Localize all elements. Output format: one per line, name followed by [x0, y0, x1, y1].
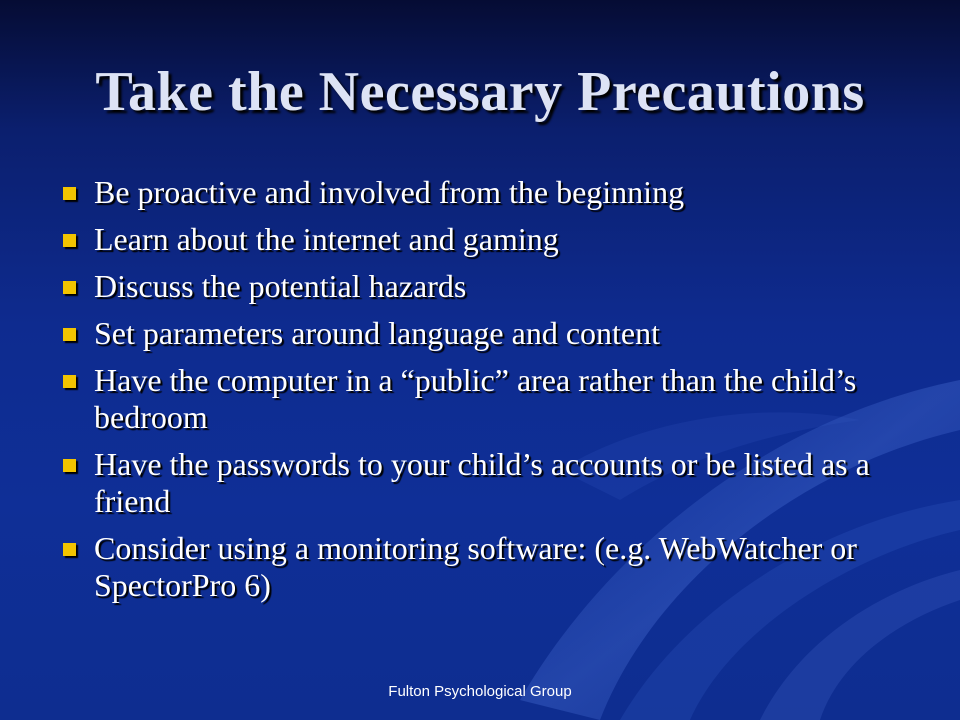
slide-title: Take the Necessary Precautions	[95, 61, 865, 123]
bullet-text: Discuss the potential hazards	[94, 268, 467, 304]
square-bullet-icon	[63, 187, 76, 200]
bullet-item	[60, 530, 890, 604]
bullet-text: Have the passwords to your child’s accounts or be listed as a friend	[94, 446, 870, 519]
square-bullet-icon	[63, 328, 76, 341]
square-bullet-icon	[63, 375, 76, 388]
square-bullet-icon	[63, 543, 76, 556]
bullet-item	[60, 174, 890, 211]
slide-footer: Fulton Psychological Group	[388, 683, 572, 700]
bullet-item	[60, 221, 890, 258]
bullet-text: Learn about the internet and gaming	[94, 221, 559, 257]
bullet-item	[60, 315, 890, 352]
bullet-item	[60, 268, 890, 305]
bullet-text: Set parameters around language and content	[94, 315, 660, 351]
square-bullet-icon	[63, 459, 76, 472]
bullet-text: Have the computer in a “public” area rather than the child’s bedroom	[94, 362, 857, 435]
bullet-list	[60, 174, 890, 614]
bullet-item	[60, 362, 890, 436]
square-bullet-icon	[63, 234, 76, 247]
bullet-text: Consider using a monitoring software: (e.g. WebWatcher or SpectorPro 6)	[94, 530, 857, 603]
bullet-item	[60, 446, 890, 520]
bullet-text: Be proactive and involved from the beginning	[94, 174, 685, 210]
square-bullet-icon	[63, 281, 76, 294]
